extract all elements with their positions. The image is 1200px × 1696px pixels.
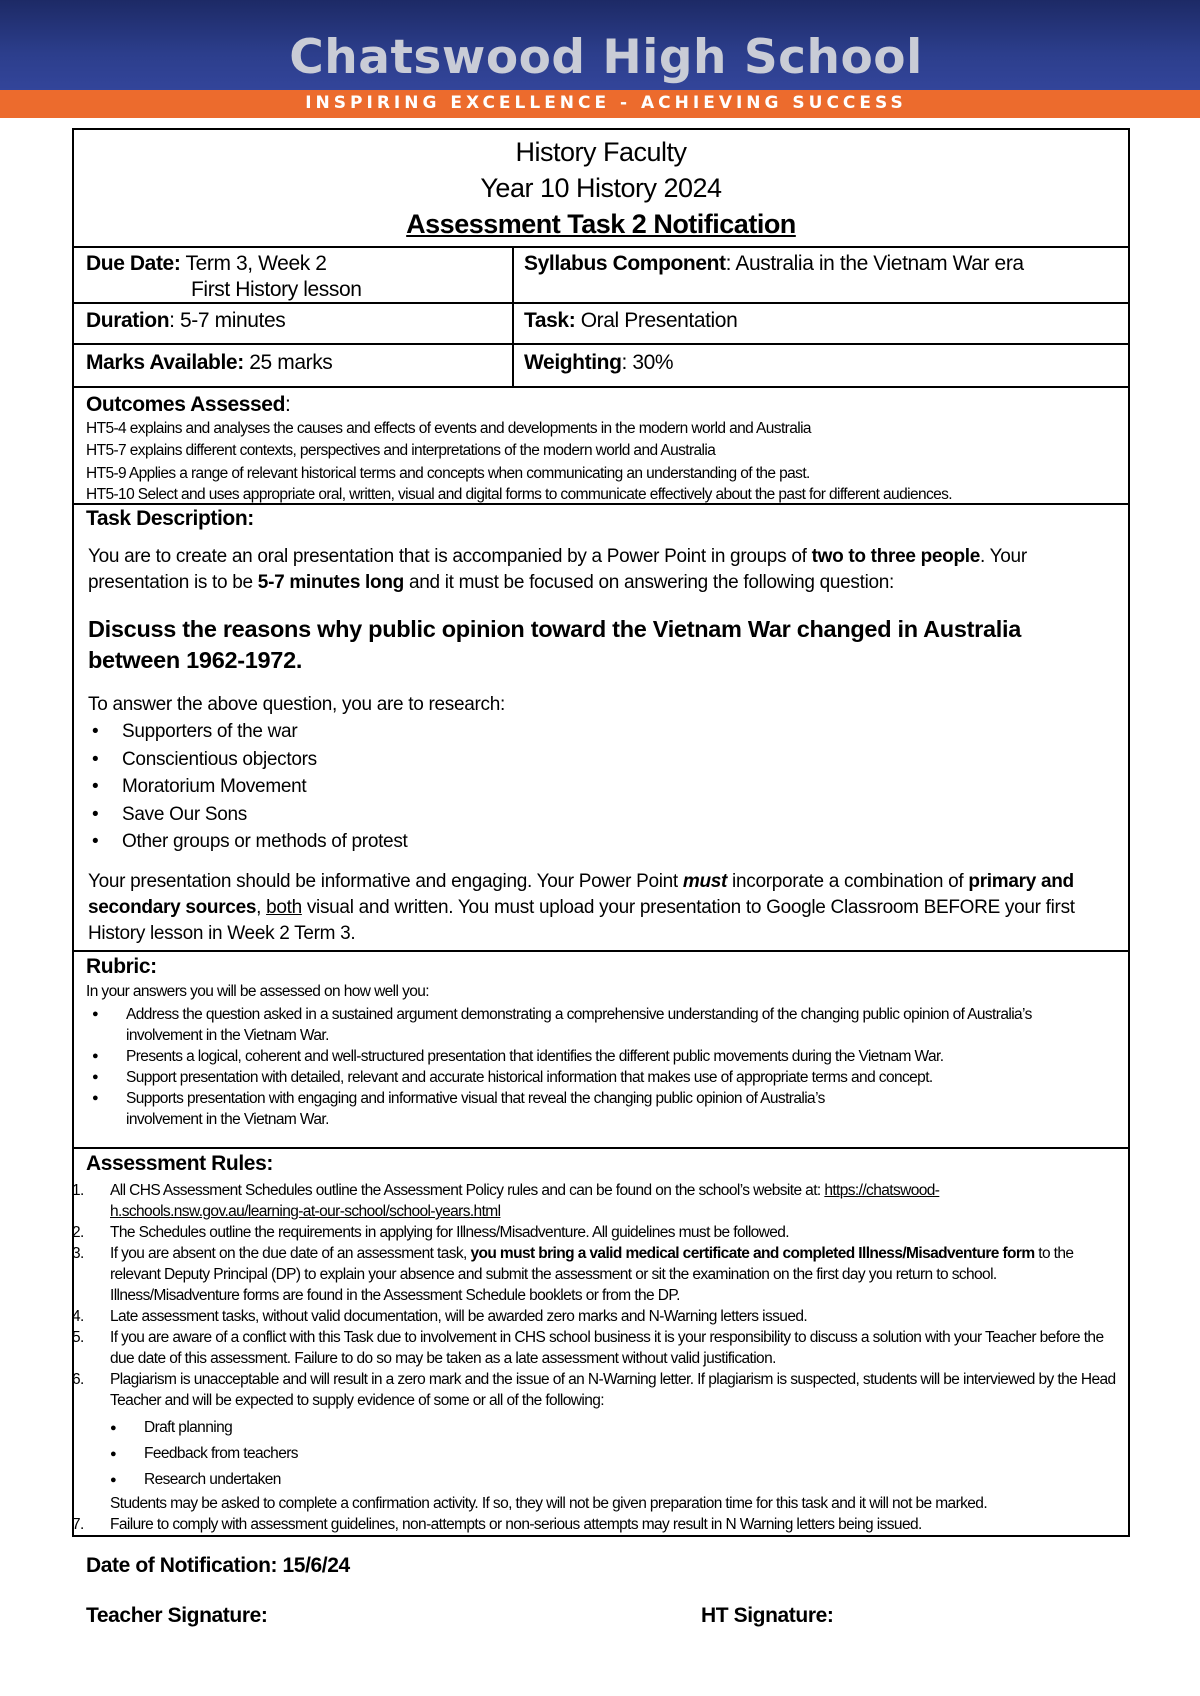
divider bbox=[74, 386, 1128, 388]
research-intro: To answer the above question, you are to research: bbox=[88, 694, 505, 715]
rule-item: 1. All CHS Assessment Schedules outline the Assessment Policy rules and can be found on the school’s website at: https://chatswood-h.schools.nsw.gov.au/learning-at-our-school/school-years.html bbox=[72, 1182, 940, 1220]
divider bbox=[74, 1147, 1128, 1149]
divider bbox=[74, 503, 1128, 505]
rules-list bbox=[72, 1180, 1122, 1535]
teacher-signature-label: Teacher Signature: bbox=[86, 1604, 268, 1627]
divider bbox=[74, 343, 1128, 345]
outcome-item: HT5-7 explains different contexts, perspectives and interpretations of the modern world and Australia bbox=[86, 442, 716, 459]
list-item: • Supporters of the war bbox=[88, 718, 408, 746]
rubric-intro: In your answers you will be assessed on how well you: bbox=[86, 983, 429, 1000]
syllabus-field: Syllabus Component: Australia in the Vietnam War era bbox=[524, 252, 1024, 275]
list-item: • Moratorium Movement bbox=[88, 773, 408, 801]
outcome-item: HT5-4 explains and analyses the causes and effects of events and developments in the modern world and Australia bbox=[86, 420, 811, 437]
date-of-notification: Date of Notification: 15/6/24 bbox=[86, 1554, 350, 1577]
rubric-item: ● Presents a logical, coherent and well-structured presentation that identifies the different public movements during the Vietnam War. bbox=[86, 1046, 1066, 1067]
list-item: • Other groups or methods of protest bbox=[88, 828, 408, 856]
marks-field: Marks Available: 25 marks bbox=[86, 351, 333, 374]
rubric-list bbox=[86, 1004, 1086, 1130]
rubric-item: ● Supports presentation with engaging and informative visual that reveal the changing public opinion of Australia’s involvement in the Vietnam War. bbox=[86, 1088, 846, 1130]
column-divider bbox=[512, 246, 514, 386]
due-date-field: Due Date: Term 3, Week 2 bbox=[86, 252, 327, 275]
divider bbox=[74, 950, 1128, 952]
rule-item: 4. Late assessment tasks, without valid documentation, will be awarded zero marks and N-Warning letters issued. bbox=[72, 1308, 808, 1325]
outcome-item: HT5-9 Applies a range of relevant historical terms and concepts when communicating an understanding of the past. bbox=[86, 465, 810, 482]
rule-item: 2. The Schedules outline the requirements in applying for Illness/Misadventure. All guidelines must be followed. bbox=[72, 1224, 790, 1241]
school-tagline: INSPIRING EXCELLENCE - ACHIEVING SUCCESS bbox=[305, 93, 907, 113]
rubric-title: Rubric: bbox=[86, 955, 157, 978]
weighting-field: Weighting: 30% bbox=[524, 351, 674, 374]
rubric-item: ● Support presentation with detailed, relevant and accurate historical information that makes use of appropriate terms and concept. bbox=[86, 1067, 1066, 1088]
rubric-item: ● Address the question asked in a sustained argument demonstrating a comprehensive understanding of the changing public opinion of Australia’s involvement in the Vietnam War. bbox=[86, 1004, 1066, 1046]
task-description-paragraph: You are to create an oral presentation that is accompanied by a Power Point in groups of two to three people. Your presentation is to be 5-7 minutes long and it must be focused on answering the following question: bbox=[88, 546, 1027, 593]
list-item: • Conscientious objectors bbox=[88, 746, 408, 774]
duration-field: Duration: 5-7 minutes bbox=[86, 309, 286, 332]
list-item: ● Research undertaken bbox=[110, 1467, 1140, 1493]
notification-title: Assessment Task 2 Notification bbox=[406, 209, 796, 239]
list-item: ● Feedback from teachers bbox=[110, 1441, 1140, 1467]
task-description-title: Task Description: bbox=[86, 507, 254, 530]
presentation-requirements: Your presentation should be informative and engaging. Your Power Point must incorporate a combination of primary and secondary sources, both visual and written. You must upload your presentation to Google Classroom BEFORE your first History lesson in Week 2 Term 3. bbox=[88, 871, 1075, 944]
school-name: Chatswood High School bbox=[289, 30, 923, 85]
task-question: Discuss the reasons why public opinion toward the Vietnam War changed in Australia between 1962-1972. bbox=[88, 616, 1021, 673]
confirmation-note: Students may be asked to complete a confirmation activity. If so, they will not be given preparation time for this task and it will not be marked. bbox=[110, 1495, 988, 1512]
rule-item: 5. If you are aware of a conflict with this Task due to involvement in CHS school business it is your responsibility to discuss a solution with your Teacher before the due date of this assessment. Failure to do so may be taken as a late assessment without valid justification. bbox=[72, 1329, 1104, 1367]
ht-signature-label: HT Signature: bbox=[701, 1604, 834, 1627]
evidence-list bbox=[110, 1415, 1140, 1493]
task-field: Task: Oral Presentation bbox=[524, 309, 738, 332]
rule-item: 7. Failure to comply with assessment guidelines, non-attempts or non-serious attempts may result in N Warning letters being issued. bbox=[72, 1516, 922, 1533]
rule-item: 3. If you are absent on the due date of an assessment task, you must bring a valid medical certificate and completed Illness/Misadventure form to the relevant Deputy Principal (DP) to explain your absence and submit the assessment or sit the examination on the first day you return to school. Illness/Misadventure forms are found in the Assessment Schedule booklets or from the DP. bbox=[72, 1245, 1074, 1304]
school-website-link[interactable]: https://chatswood-h.schools.nsw.gov.au/learning-at-our-school/school-years.html bbox=[110, 1182, 940, 1220]
list-item: ● Draft planning bbox=[110, 1415, 1140, 1441]
rules-title: Assessment Rules: bbox=[86, 1152, 273, 1175]
list-item: • Save Our Sons bbox=[88, 801, 408, 829]
assessment-notification-form bbox=[72, 128, 1130, 1537]
faculty-title: History Faculty bbox=[515, 137, 687, 167]
course-title: Year 10 History 2024 bbox=[480, 173, 722, 203]
rule-item: 6. Plagiarism is unacceptable and will result in a zero mark and the issue of an N-Warning letter. If plagiarism is suspected, students will be interviewed by the Head Teacher and will be expected to supply evidence of some or all of the following: ● Draft planning ● Feedback from teachers ● Research undertaken Students may be asked to complete a confirmation activity. If so, they will not be given preparation time for this task and it will not be marked. bbox=[72, 1369, 1140, 1514]
research-list bbox=[88, 718, 408, 856]
due-date-detail: First History lesson bbox=[191, 278, 362, 301]
outcomes-title: Outcomes Assessed: bbox=[86, 393, 291, 416]
divider bbox=[74, 246, 1128, 248]
outcome-item: HT5-10 Select and uses appropriate oral, written, visual and digital forms to communicate effectively about the past for different audiences. bbox=[86, 486, 953, 503]
